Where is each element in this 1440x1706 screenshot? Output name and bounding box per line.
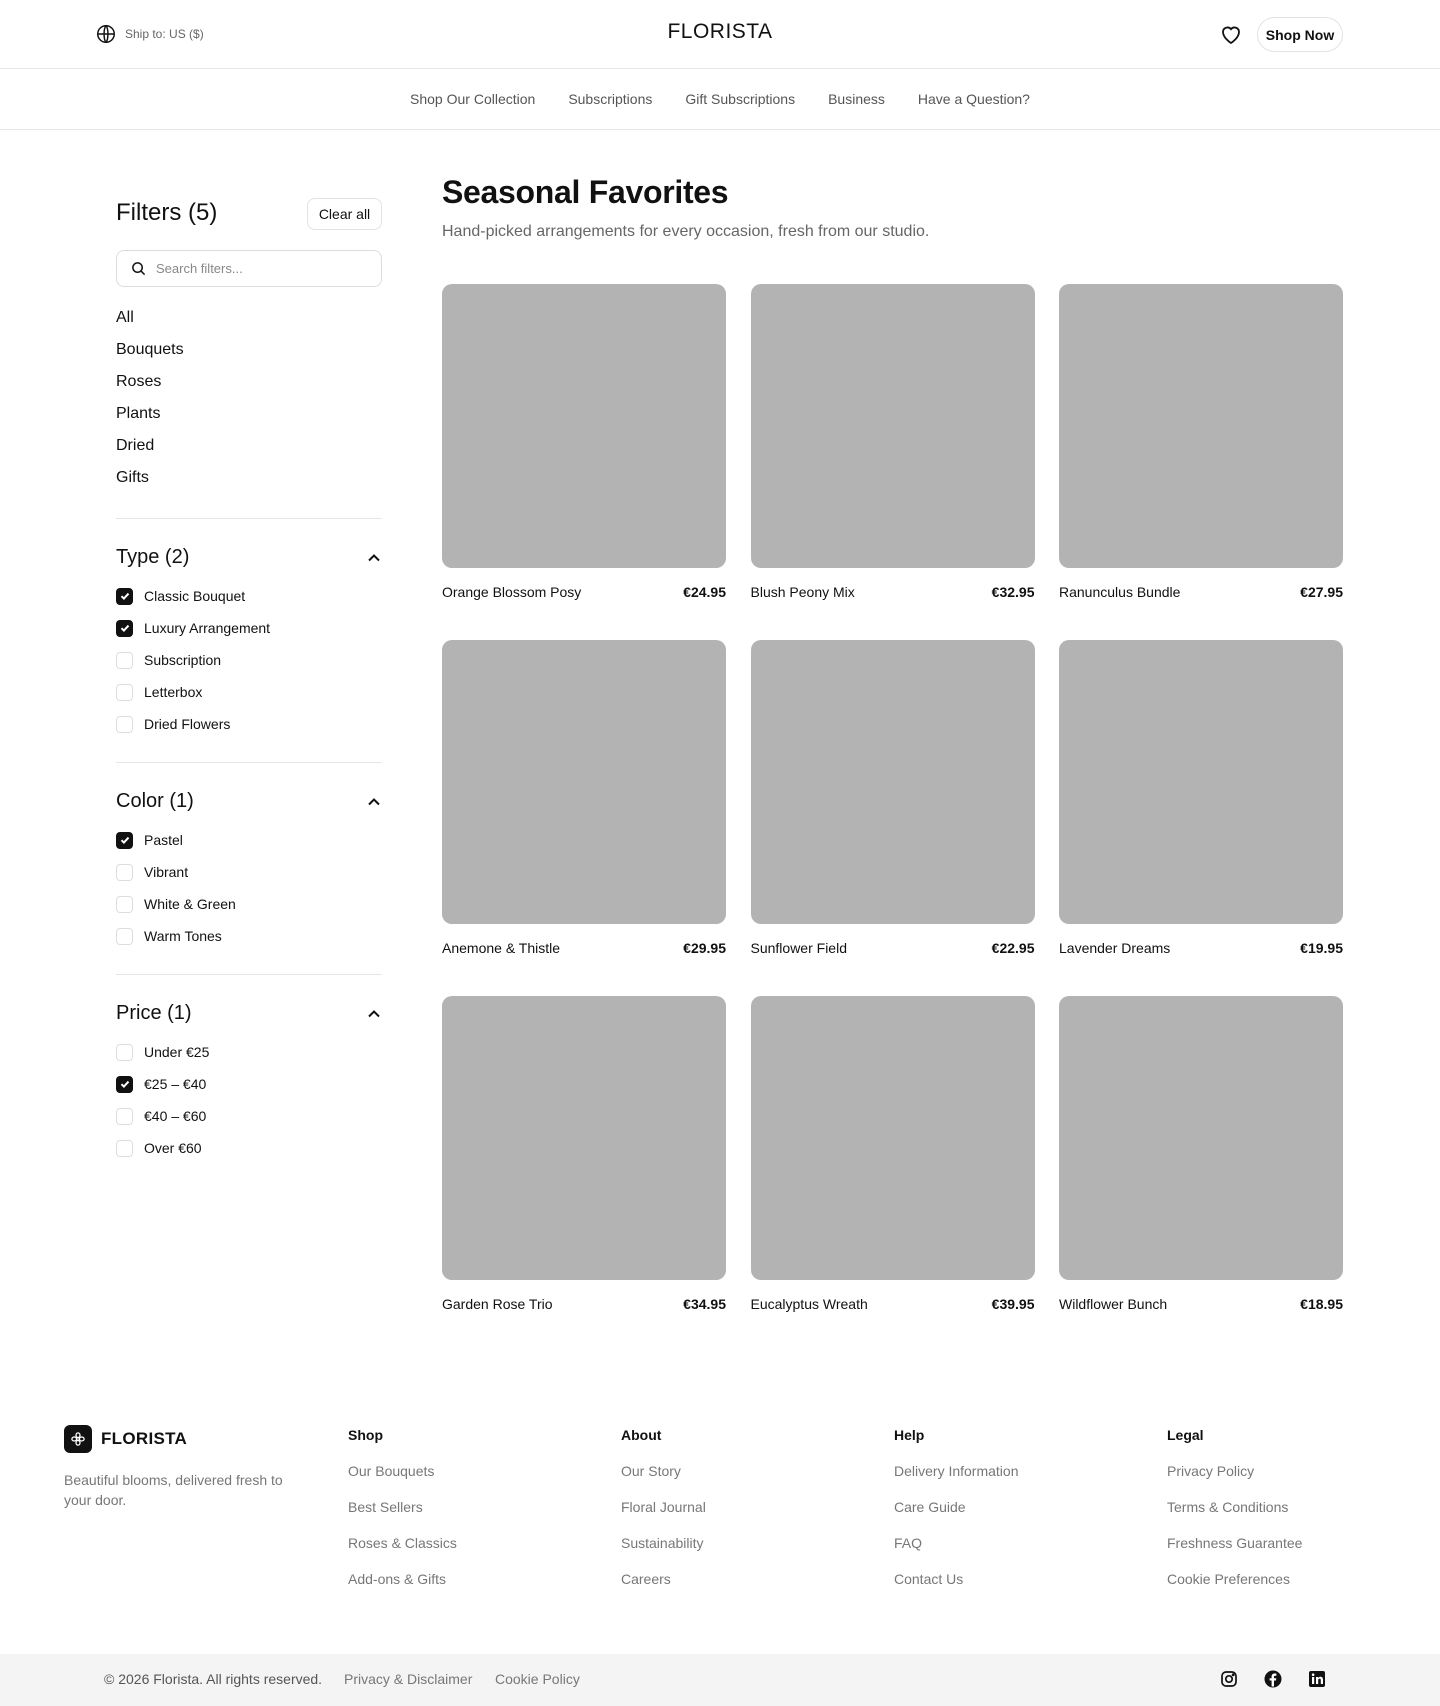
main-nav	[0, 69, 1440, 130]
footer-link[interactable]: Add-ons & Gifts	[348, 1571, 447, 1587]
footer-link[interactable]: FAQ	[894, 1535, 923, 1551]
filter-option-label: Pastel	[144, 832, 183, 848]
product-image[interactable]	[751, 284, 1035, 568]
category-all[interactable]: All	[116, 309, 134, 326]
filter-group-title: Color (1)	[116, 790, 194, 812]
filter-group-price-options	[116, 1036, 209, 1164]
filter-option-label: €25 – €40	[144, 1076, 207, 1092]
filter-option[interactable]	[116, 920, 236, 952]
product-image[interactable]	[442, 996, 726, 1280]
footer-column-legal	[1167, 1427, 1302, 1607]
filter-option[interactable]	[116, 612, 270, 644]
filter-search	[116, 250, 382, 287]
product-card[interactable]	[751, 996, 1035, 1352]
filter-group-type-header[interactable]	[116, 546, 382, 569]
filter-search-input[interactable]	[156, 261, 366, 276]
filter-option-label: Luxury Arrangement	[144, 620, 271, 636]
filter-option[interactable]	[116, 580, 270, 612]
product-image[interactable]	[442, 284, 726, 568]
product-card[interactable]	[442, 284, 726, 640]
filter-option-label: Classic Bouquet	[144, 588, 246, 604]
footer-column-shop	[348, 1427, 457, 1607]
product-price: €27.95	[1300, 584, 1343, 600]
product-name: Ranunculus Bundle	[1059, 584, 1181, 600]
footer-link[interactable]: Floral Journal	[621, 1499, 706, 1515]
filter-group-price-header[interactable]	[116, 1002, 382, 1025]
footer-link[interactable]: Privacy Policy	[1167, 1463, 1255, 1479]
search-icon	[131, 261, 146, 276]
ship-to-selector[interactable]	[95, 23, 204, 45]
footer-link[interactable]: Our Bouquets	[348, 1463, 435, 1479]
checkbox[interactable]	[116, 652, 133, 669]
checkbox[interactable]	[116, 896, 133, 913]
product-card[interactable]	[442, 996, 726, 1352]
footer-tagline: Beautiful blooms, delivered fresh to your door.	[64, 1472, 283, 1508]
filter-option-label: Over €60	[144, 1140, 202, 1156]
footer-link[interactable]: Freshness Guarantee	[1167, 1535, 1303, 1551]
footer-link[interactable]: Contact Us	[894, 1571, 964, 1587]
globe-icon	[95, 23, 117, 45]
page-subtitle: Hand-picked arrangements for every occasion, fresh from our studio.	[442, 223, 930, 240]
product-price: €18.95	[1300, 1296, 1343, 1312]
chevron-up-icon[interactable]	[366, 1006, 382, 1022]
site-logo[interactable]: FLORISTA	[667, 20, 773, 43]
category-dried[interactable]: Dried	[116, 437, 155, 454]
nav-subscriptions[interactable]: Subscriptions	[568, 91, 653, 107]
filter-option-label: Vibrant	[144, 864, 189, 880]
product-image[interactable]	[442, 640, 726, 924]
footer-link[interactable]: Cookie Preferences	[1167, 1571, 1290, 1587]
checkbox[interactable]	[116, 620, 133, 637]
category-plants[interactable]: Plants	[116, 405, 161, 422]
product-image[interactable]	[751, 640, 1035, 924]
nav-have-a-question[interactable]: Have a Question?	[917, 91, 1030, 107]
product-card[interactable]	[1059, 284, 1343, 640]
product-grid	[442, 284, 1343, 1352]
filter-group-color-options	[116, 824, 236, 952]
checkbox[interactable]	[116, 864, 133, 881]
checkbox[interactable]	[116, 832, 133, 849]
product-card[interactable]	[751, 284, 1035, 640]
category-bouquets[interactable]: Bouquets	[116, 341, 184, 358]
product-price: €32.95	[991, 584, 1035, 600]
footer-brand-name: FLORISTA	[101, 1429, 188, 1448]
linkedin-icon[interactable]	[1307, 1669, 1327, 1689]
footer-bottom-bar	[0, 1654, 1440, 1706]
product-price: €22.95	[991, 940, 1035, 956]
heart-icon[interactable]	[1219, 23, 1243, 45]
category-gifts[interactable]: Gifts	[116, 469, 149, 486]
filter-option[interactable]	[116, 676, 270, 708]
footer-link[interactable]: Our Story	[621, 1463, 681, 1479]
footer-brand[interactable]	[64, 1425, 187, 1453]
product-name: Wildflower Bunch	[1059, 1296, 1168, 1312]
footer-column-title: About	[621, 1427, 662, 1443]
checkbox[interactable]	[116, 1076, 133, 1093]
filter-option[interactable]	[116, 1036, 209, 1068]
flower-logo-icon	[64, 1425, 92, 1453]
filter-group-title: Price (1)	[116, 1002, 192, 1024]
checkbox[interactable]	[116, 1108, 133, 1125]
nav-business[interactable]: Business	[828, 91, 885, 107]
product-name: Blush Peony Mix	[750, 584, 855, 600]
footer-column-about	[621, 1427, 706, 1607]
product-price: €29.95	[683, 940, 726, 956]
filter-option[interactable]	[116, 1068, 209, 1100]
product-image[interactable]	[1059, 640, 1343, 924]
check-icon	[119, 834, 131, 846]
product-image[interactable]	[751, 996, 1035, 1280]
nav-shop-our-collection[interactable]: Shop Our Collection	[410, 91, 536, 107]
checkbox[interactable]	[116, 1044, 133, 1061]
filter-option[interactable]	[116, 888, 236, 920]
page-title: Seasonal Favorites	[442, 174, 729, 210]
divider	[116, 762, 382, 763]
filter-group-title: Type (2)	[116, 546, 190, 568]
footer-link[interactable]: Care Guide	[894, 1499, 966, 1515]
footer-column-title: Legal	[1167, 1427, 1204, 1443]
check-icon	[119, 622, 131, 634]
product-image[interactable]	[1059, 284, 1343, 568]
footer-link[interactable]: Roses & Classics	[348, 1535, 457, 1551]
product-price: €34.95	[683, 1296, 726, 1312]
filter-option[interactable]	[116, 824, 236, 856]
category-list	[116, 307, 184, 499]
filter-option[interactable]	[116, 708, 270, 740]
top-bar	[0, 0, 1440, 69]
check-icon	[119, 590, 131, 602]
footer-column-title: Shop	[348, 1427, 383, 1443]
chevron-up-icon[interactable]	[366, 550, 382, 566]
product-price: €39.95	[991, 1296, 1035, 1312]
copyright: © 2026 Florista. All rights reserved.	[104, 1671, 323, 1687]
check-icon	[119, 1078, 131, 1090]
product-card[interactable]	[1059, 640, 1343, 996]
checkbox[interactable]	[116, 716, 133, 733]
filters-title: Filters (5)	[116, 199, 218, 226]
category-roses[interactable]: Roses	[116, 373, 162, 390]
product-price: €24.95	[683, 584, 726, 600]
nav-gift-subscriptions[interactable]: Gift Subscriptions	[685, 91, 796, 107]
ship-to-label: Ship to: US ($)	[125, 27, 204, 41]
cookie-policy-link[interactable]: Cookie Policy	[495, 1671, 580, 1687]
instagram-icon[interactable]	[1219, 1669, 1239, 1689]
clear-all-button[interactable]: Clear all	[307, 198, 382, 230]
chevron-up-icon[interactable]	[366, 794, 382, 810]
filter-option[interactable]	[116, 1100, 209, 1132]
product-name: Orange Blossom Posy	[442, 584, 582, 600]
footer-link[interactable]: Careers	[621, 1571, 671, 1587]
filter-option-label: Subscription	[144, 652, 222, 668]
product-price: €19.95	[1300, 940, 1343, 956]
filter-option-label: Letterbox	[144, 684, 203, 700]
facebook-icon[interactable]	[1263, 1669, 1283, 1689]
footer-link[interactable]: Sustainability	[621, 1535, 704, 1551]
filter-option-label: White & Green	[144, 896, 236, 912]
product-name: Eucalyptus Wreath	[750, 1296, 868, 1312]
footer-link[interactable]: Terms & Conditions	[1167, 1499, 1289, 1515]
divider	[116, 518, 382, 519]
footer-column-title: Help	[894, 1427, 925, 1443]
filter-option-label: Dried Flowers	[144, 716, 231, 732]
filter-option-label: Warm Tones	[144, 928, 222, 944]
shop-now-button[interactable]: Shop Now	[1257, 17, 1343, 52]
product-name: Garden Rose Trio	[442, 1296, 553, 1312]
checkbox[interactable]	[116, 588, 133, 605]
product-image[interactable]	[1059, 996, 1343, 1280]
product-card[interactable]	[442, 640, 726, 996]
footer-column-help	[894, 1427, 1019, 1607]
product-name: Anemone & Thistle	[442, 940, 561, 956]
product-card[interactable]	[1059, 996, 1343, 1352]
filter-group-color-header[interactable]	[116, 790, 382, 813]
product-card[interactable]	[751, 640, 1035, 996]
footer-link[interactable]: Best Sellers	[348, 1499, 423, 1515]
filter-option[interactable]	[116, 856, 236, 888]
filter-option[interactable]	[116, 1132, 209, 1164]
checkbox[interactable]	[116, 684, 133, 701]
product-name: Sunflower Field	[750, 940, 847, 956]
checkbox[interactable]	[116, 1140, 133, 1157]
privacy-disclaimer-link[interactable]: Privacy & Disclaimer	[344, 1671, 473, 1687]
filter-option-label: €40 – €60	[144, 1108, 207, 1124]
footer-link[interactable]: Delivery Information	[894, 1463, 1019, 1479]
filter-option-label: Under €25	[144, 1044, 210, 1060]
divider	[116, 974, 382, 975]
filter-option[interactable]	[116, 644, 270, 676]
checkbox[interactable]	[116, 928, 133, 945]
product-name: Lavender Dreams	[1059, 940, 1171, 956]
filter-group-type-options	[116, 580, 270, 740]
